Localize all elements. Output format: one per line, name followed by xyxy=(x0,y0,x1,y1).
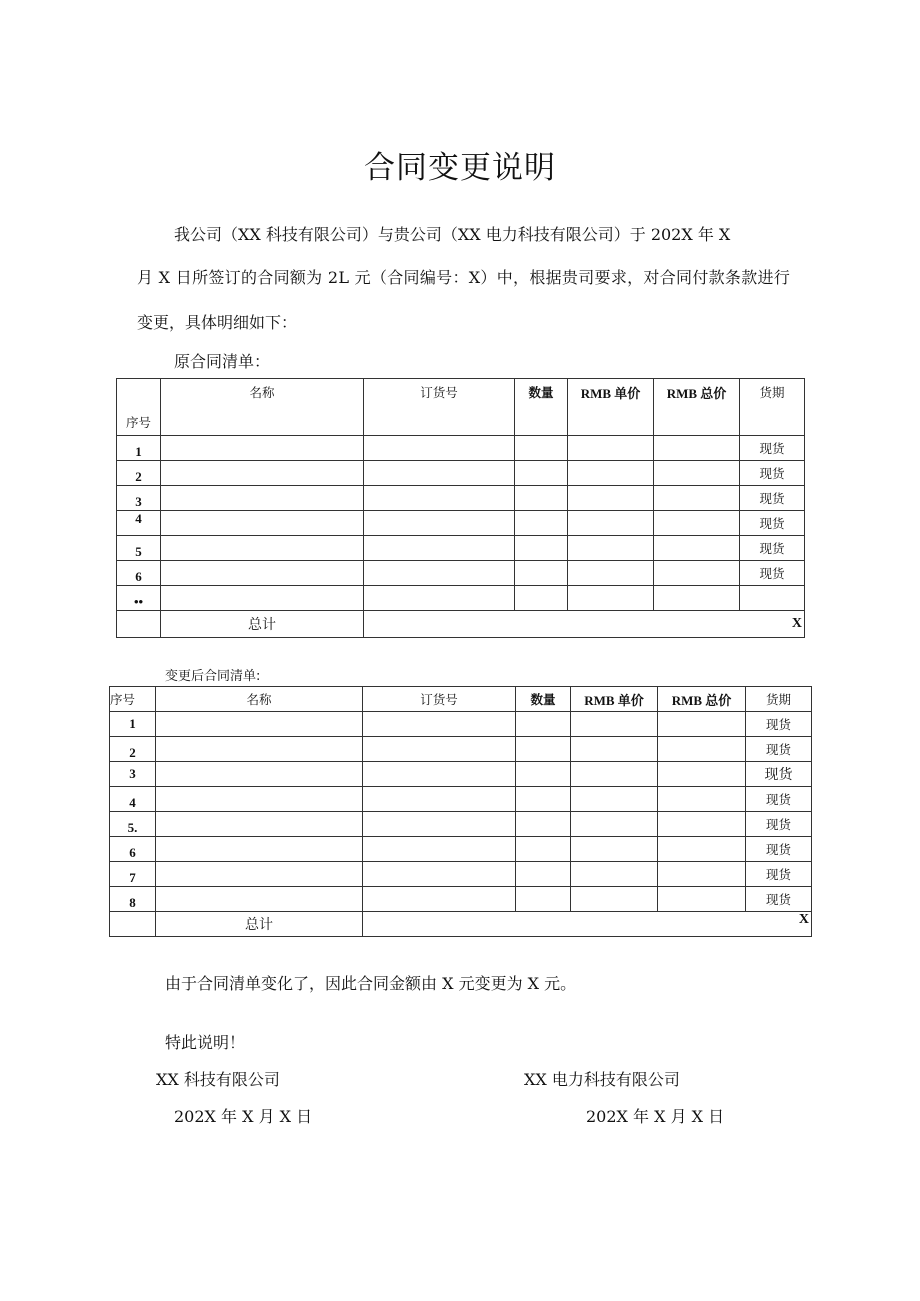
cell-unit-price xyxy=(571,762,658,787)
cell-total-price xyxy=(658,812,746,837)
changed-contract-table xyxy=(109,686,812,937)
cell-total-price xyxy=(654,486,740,511)
cell-order-no xyxy=(364,486,515,511)
cell-quantity xyxy=(516,712,571,737)
header-order-no: 订货号 xyxy=(363,687,516,712)
cell-order-no xyxy=(364,436,515,461)
cell-quantity xyxy=(516,787,571,812)
row-delivery: 现货 xyxy=(740,461,805,486)
cell-total-price xyxy=(654,461,740,486)
cell-order-no xyxy=(363,812,516,837)
header-delivery: 货期 xyxy=(740,379,805,436)
cell-total-price xyxy=(654,511,740,536)
row-delivery: 现货 xyxy=(740,436,805,461)
row-seq: 1 xyxy=(110,712,156,737)
row-delivery xyxy=(740,586,805,611)
row-delivery: 现货 xyxy=(746,787,812,812)
header-total-price: RMB 总价 xyxy=(654,379,740,436)
cell-order-no xyxy=(364,561,515,586)
row-seq: 5 xyxy=(117,536,161,561)
signature-left-company: XX 科技有限公司 xyxy=(156,1070,280,1089)
cell-name xyxy=(161,436,364,461)
header-name: 名称 xyxy=(156,687,363,712)
total-blank xyxy=(117,611,161,638)
cell-total-price xyxy=(654,436,740,461)
cell-unit-price xyxy=(568,586,654,611)
cell-quantity xyxy=(515,486,568,511)
cell-quantity xyxy=(516,812,571,837)
header-unit-price: RMB 单价 xyxy=(568,379,654,436)
special-note: 特此说明！ xyxy=(165,1033,246,1052)
cell-total-price xyxy=(658,862,746,887)
cell-order-no xyxy=(363,737,516,762)
cell-total-price xyxy=(658,837,746,862)
cell-name xyxy=(156,887,363,912)
header-total-price: RMB 总价 xyxy=(658,687,746,712)
row-delivery: 现货 xyxy=(746,837,812,862)
header-unit-price: RMB 单价 xyxy=(571,687,658,712)
total-label: 总计 xyxy=(156,912,363,937)
cell-unit-price xyxy=(568,461,654,486)
row-seq: 8 xyxy=(110,887,156,912)
cell-name xyxy=(161,461,364,486)
cell-name xyxy=(156,862,363,887)
cell-quantity xyxy=(516,837,571,862)
cell-total-price xyxy=(658,887,746,912)
cell-unit-price xyxy=(568,561,654,586)
table-row xyxy=(117,436,805,461)
cell-name xyxy=(156,762,363,787)
row-delivery: 现货 xyxy=(740,511,805,536)
cell-quantity xyxy=(515,436,568,461)
row-seq: 3 xyxy=(110,762,156,787)
cell-unit-price xyxy=(568,511,654,536)
header-order-no: 订货号 xyxy=(364,379,515,436)
cell-order-no xyxy=(363,862,516,887)
cell-total-price xyxy=(654,561,740,586)
cell-unit-price xyxy=(571,737,658,762)
signature-right-date: 202X 年 X 月 X 日 xyxy=(586,1107,725,1126)
row-delivery: 现货 xyxy=(746,737,812,762)
cell-quantity xyxy=(515,586,568,611)
row-seq: 3 xyxy=(117,486,161,511)
cell-quantity xyxy=(516,737,571,762)
cell-unit-price xyxy=(568,436,654,461)
cell-unit-price xyxy=(571,862,658,887)
cell-quantity xyxy=(516,887,571,912)
cell-name xyxy=(156,837,363,862)
row-seq: 2 xyxy=(117,461,161,486)
table-row xyxy=(117,536,805,561)
original-contract-table xyxy=(116,378,805,638)
table-row xyxy=(110,837,812,862)
table-row xyxy=(110,862,812,887)
cell-total-price xyxy=(658,787,746,812)
header-quantity: 数量 xyxy=(516,687,571,712)
cell-name xyxy=(161,561,364,586)
cell-unit-price xyxy=(568,536,654,561)
cell-order-no xyxy=(363,887,516,912)
row-seq: 4 xyxy=(110,787,156,812)
table-row xyxy=(117,461,805,486)
table-row xyxy=(110,787,812,812)
intro-line-3: 变更，具体明细如下： xyxy=(137,313,298,332)
cell-unit-price xyxy=(571,712,658,737)
cell-total-price xyxy=(658,762,746,787)
cell-unit-price xyxy=(571,837,658,862)
header-delivery: 货期 xyxy=(746,687,812,712)
cell-name xyxy=(161,586,364,611)
total-label: 总计 xyxy=(161,611,364,638)
row-seq: 6 xyxy=(110,837,156,862)
intro-line-1: 我公司（XX 科技有限公司）与贵公司（XX 电力科技有限公司）于 202X 年 X xyxy=(174,225,731,244)
cell-name xyxy=(161,486,364,511)
row-delivery: 现货 xyxy=(740,561,805,586)
header-seq: 序号 xyxy=(117,379,161,436)
cell-unit-price xyxy=(571,812,658,837)
cell-order-no xyxy=(363,762,516,787)
header-quantity: 数量 xyxy=(515,379,568,436)
cell-quantity xyxy=(516,862,571,887)
row-delivery: 现货 xyxy=(740,536,805,561)
row-seq: 1 xyxy=(117,436,161,461)
cell-name xyxy=(156,812,363,837)
cell-quantity xyxy=(515,461,568,486)
cell-total-price xyxy=(658,737,746,762)
cell-quantity xyxy=(515,536,568,561)
total-row xyxy=(110,912,812,937)
header-seq: 序号 xyxy=(110,687,156,712)
cell-order-no xyxy=(363,712,516,737)
table-row xyxy=(117,561,805,586)
total-value: X xyxy=(364,611,805,638)
row-seq: 7 xyxy=(110,862,156,887)
header-name: 名称 xyxy=(161,379,364,436)
row-delivery: 现货 xyxy=(746,887,812,912)
cell-unit-price xyxy=(571,887,658,912)
cell-quantity xyxy=(516,762,571,787)
row-seq: 6 xyxy=(117,561,161,586)
table-header-row xyxy=(117,379,805,436)
table-row xyxy=(110,812,812,837)
signature-left-date: 202X 年 X 月 X 日 xyxy=(174,1107,313,1126)
cell-order-no xyxy=(364,586,515,611)
cell-name xyxy=(156,737,363,762)
page-title: 合同变更说明 xyxy=(364,150,556,186)
table-row xyxy=(117,586,805,611)
row-delivery: 现货 xyxy=(746,812,812,837)
row-delivery: 现货 xyxy=(746,862,812,887)
cell-order-no xyxy=(364,461,515,486)
change-note: 由于合同清单变化了，因此合同金额由 X 元变更为 X 元。 xyxy=(165,974,577,993)
original-list-caption: 原合同清单： xyxy=(174,352,271,371)
cell-total-price xyxy=(658,712,746,737)
cell-name xyxy=(156,712,363,737)
total-blank xyxy=(110,912,156,937)
table-row xyxy=(110,762,812,787)
intro-line-2: 月 X 日所签订的合同额为 2L 元（合同编号：X）中，根据贵司要求，对合同付款条款进行 xyxy=(137,268,791,287)
cell-order-no xyxy=(364,511,515,536)
cell-order-no xyxy=(364,536,515,561)
cell-total-price xyxy=(654,586,740,611)
cell-name xyxy=(161,536,364,561)
cell-unit-price xyxy=(571,787,658,812)
row-delivery: 现货 xyxy=(746,712,812,737)
cell-quantity xyxy=(515,511,568,536)
cell-total-price xyxy=(654,536,740,561)
cell-unit-price xyxy=(568,486,654,511)
row-seq: •• xyxy=(117,586,161,611)
cell-order-no xyxy=(363,837,516,862)
table-row xyxy=(110,737,812,762)
cell-name xyxy=(156,787,363,812)
table-row xyxy=(110,887,812,912)
row-seq: 5. xyxy=(110,812,156,837)
row-delivery: 现货 xyxy=(746,762,812,787)
table-header-row xyxy=(110,687,812,712)
signature-right-company: XX 电力科技有限公司 xyxy=(524,1070,680,1089)
cell-order-no xyxy=(363,787,516,812)
cell-quantity xyxy=(515,561,568,586)
total-row xyxy=(117,611,805,638)
cell-name xyxy=(161,511,364,536)
changed-list-caption: 变更后合同清单: xyxy=(165,669,261,684)
row-seq: 4 xyxy=(117,511,161,536)
table-row xyxy=(110,712,812,737)
row-delivery: 现货 xyxy=(740,486,805,511)
table-row xyxy=(117,486,805,511)
table-row xyxy=(117,511,805,536)
row-seq: 2 xyxy=(110,737,156,762)
total-value: X xyxy=(363,912,812,937)
